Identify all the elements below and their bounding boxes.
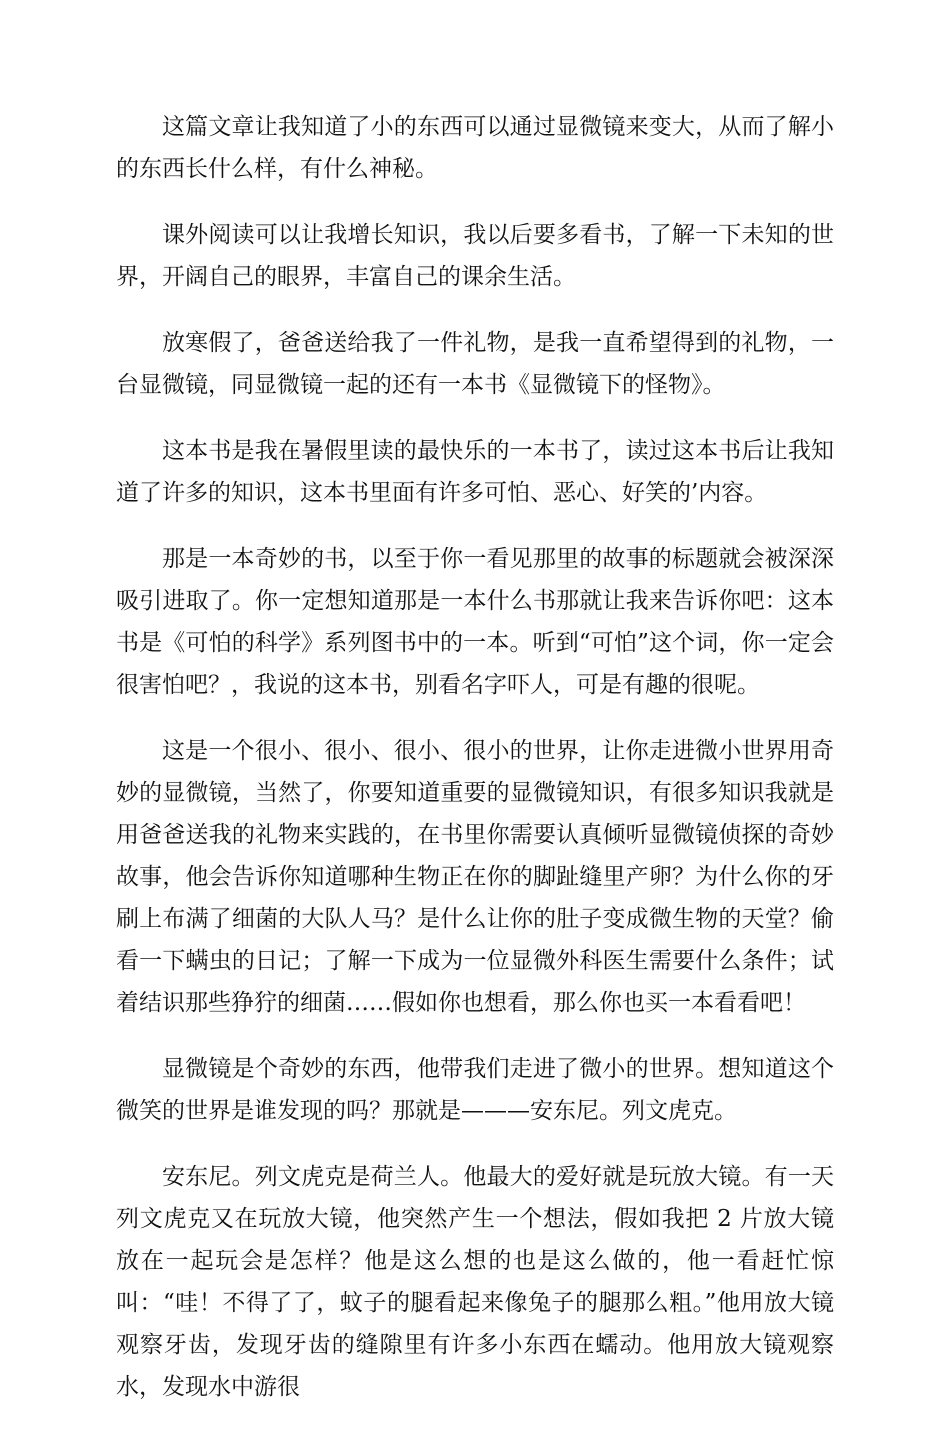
- document-body: [116, 106, 834, 1432]
- paragraph-2: 课外阅读可以让我增长知识，我以后要多看书，了解一下未知的世界，开阔自己的眼界，丰富自己的课余生活。: [116, 222, 834, 290]
- paragraph-3: 放寒假了，爸爸送给我了一件礼物，是我一直希望得到的礼物，一台显微镜，同显微镜一起的还有一本书《显微镜下的怪物》。: [116, 330, 834, 398]
- paragraph-8: 安东尼。列文虎克是荷兰人。他最大的爱好就是玩放大镜。有一天列文虎克又在玩放大镜，他突然产生一个想法，假如我把 2 片放大镜放在一起玩会是怎样？他是这么想的也是这么做的，他一看赶忙惊叫：“哇！不得了了，蚊子的腿看起来像兔子的腿那么粗。”他用放大镜观察牙齿，发现牙齿的缝隙里有许多小东西在蠕动。他用放大镜观察水，发现水中游很: [116, 1164, 834, 1400]
- paragraph-1: 这篇文章让我知道了小的东西可以通过显微镜来变大，从而了解小的东西长什么样，有什么神秘。: [116, 114, 834, 182]
- paragraph-5: 那是一本奇妙的书，以至于你一看见那里的故事的标题就会被深深吸引进取了。你一定想知道那是一本什么书那就让我来告诉你吧：这本书是《可怕的科学》系列图书中的一本。听到“可怕”这个词，你一定会很害怕吧？，我说的这本书，别看名字吓人，可是有趣的很呢。: [116, 546, 834, 698]
- paragraph-4: 这本书是我在暑假里读的最快乐的一本书了，读过这本书后让我知道了许多的知识，这本书里面有许多可怕、恶心、好笑的’内容。: [116, 438, 834, 506]
- paragraph-6: 这是一个很小、很小、很小、很小的世界，让你走进微小世界用奇妙的显微镜，当然了，你要知道重要的显微镜知识，有很多知识我就是用爸爸送我的礼物来实践的，在书里你需要认真倾听显微镜侦探的奇妙故事，他会告诉你知道哪种生物正在你的脚趾缝里产卵？为什么你的牙刷上布满了细菌的大队人马？是什么让你的肚子变成微生物的天堂？偷看一下螨虫的日记；了解一下成为一位显微外科医生需要什么条件；试着结识那些狰狞的细菌……假如你也想看，那么你也买一本看看吧！: [116, 738, 834, 1016]
- paragraph-7: 显微镜是个奇妙的东西，他带我们走进了微小的世界。想知道这个微笑的世界是谁发现的吗？那就是———安东尼。列文虎克。: [116, 1056, 834, 1124]
